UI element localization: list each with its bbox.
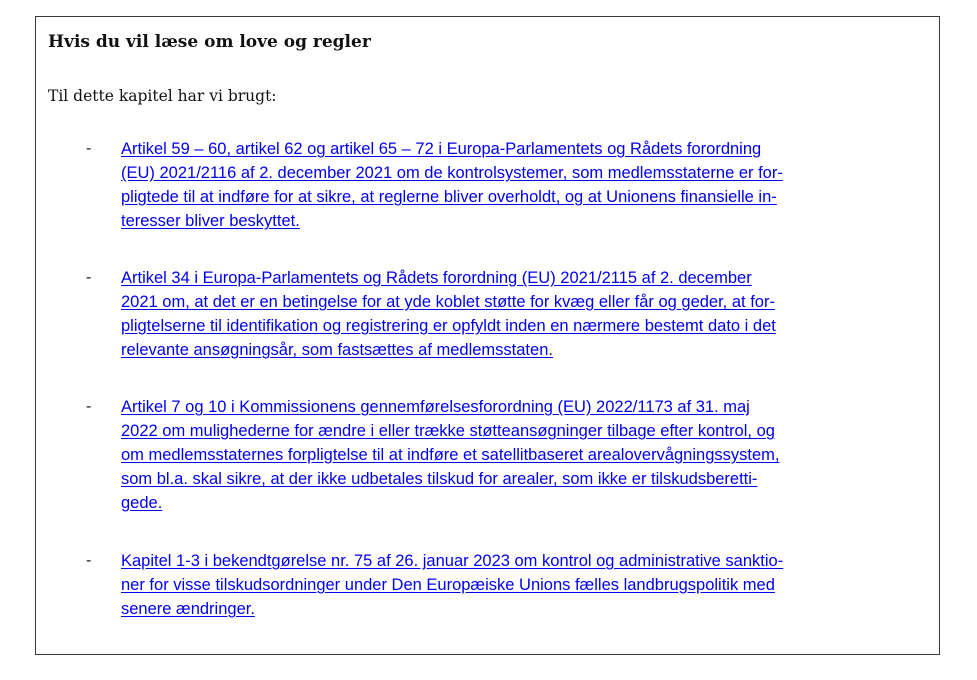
law-link-line[interactable]: Artikel 7 og 10 i Kommissionens gennemførelsesforordning (EU) 2022/1173 af 31. maj [121,398,750,416]
law-link-line[interactable]: gede. [121,494,163,512]
law-link-line[interactable]: Artikel 34 i Europa-Parlamentets og Rådets forordning (EU) 2021/2115 af 2. december [121,269,752,287]
bullet-dash: - [86,269,92,286]
law-link-line[interactable]: teresser bliver beskyttet. [121,212,300,230]
section-heading: Hvis du vil læse om love og regler [48,32,371,52]
intro-text: Til dette kapitel har vi brugt: [48,87,277,105]
law-link-line[interactable]: (EU) 2021/2116 af 2. december 2021 om de kontrolsystemer, som medlemsstaterne er for- [121,164,783,182]
law-link-line[interactable]: relevante ansøgningsår, som fastsættes af medlemsstaten [121,341,549,359]
law-link-line[interactable]: pligtede til at indføre for at sikre, at reglerne bliver overholdt, og at Unionens finansielle in- [121,188,777,206]
law-link-line[interactable]: Artikel 59 – 60, artikel 62 og artikel 65 – 72 i Europa-Parlamentets og Rådets forordning [121,140,762,158]
bullet-dash: - [86,398,92,415]
bullet-dash: - [86,140,92,157]
law-link-line[interactable]: 2021 om, at det er en betingelse for at yde koblet støtte for kvæg eller får og geder, at for- [121,293,775,311]
trailing-period: . [548,341,553,359]
law-link-line[interactable]: pligtelserne til identifikation og registrering er opfyldt inden en nærmere bestemt dato i det [121,317,776,335]
bullet-dash: - [86,552,92,569]
law-link-line[interactable]: om medlemsstaternes forpligtelse til at indføre et satellitbaseret arealovervågningssystem, [121,446,780,464]
law-link-line[interactable]: som bl.a. skal sikre, at der ikke udbetales tilskud for arealer, som ikke er tilskudsberetti- [121,470,758,488]
law-link-line[interactable]: senere ændringer. [121,600,255,618]
law-link-line[interactable]: Kapitel 1-3 i bekendtgørelse nr. 75 af 26. januar 2023 om kontrol og administrative sanktio- [121,552,784,570]
law-link-line[interactable]: ner for visse tilskudsordninger under Den Europæiske Unions fælles landbrugspolitik med [121,576,775,594]
law-link-line[interactable]: 2022 om mulighederne for ændre i eller trække støtteansøgninger tilbage efter kontrol, og [121,422,775,440]
law-link-last-line [121,338,553,362]
